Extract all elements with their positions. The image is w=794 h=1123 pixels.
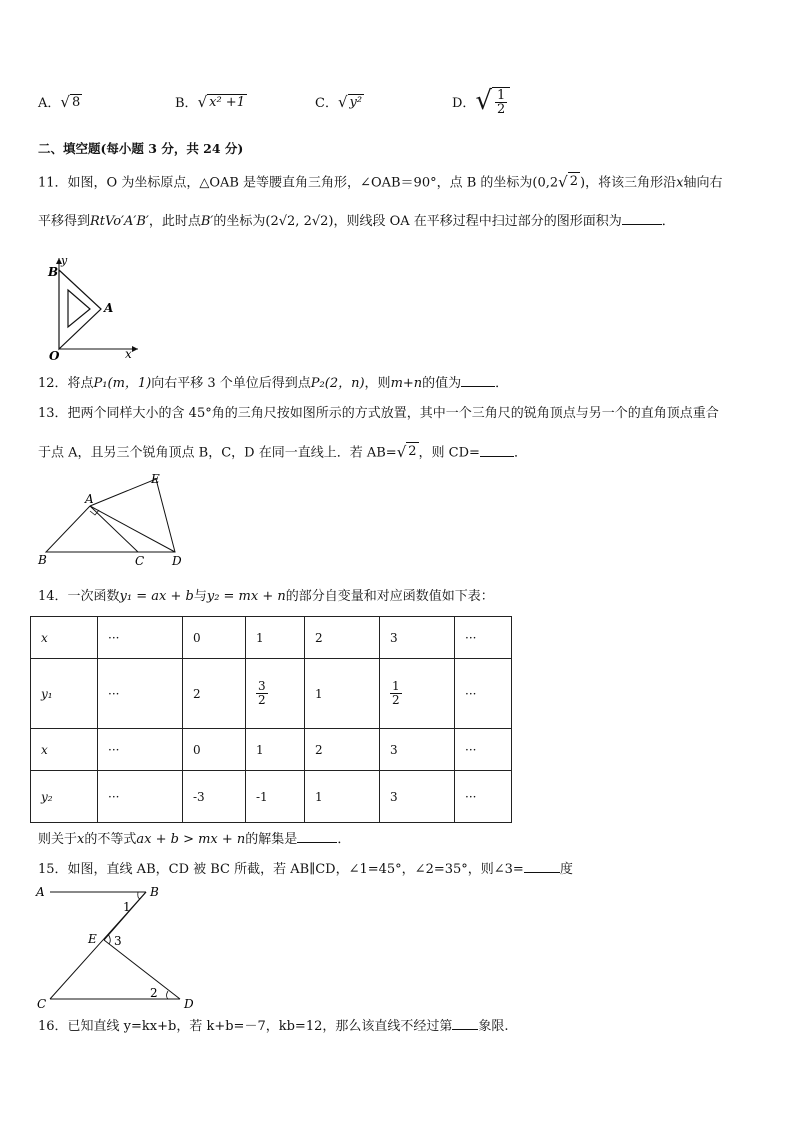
label-angle-3: 3 [114, 934, 122, 948]
q12-line: 12．将点P₁(m，1)向右平移 3 个单位后得到点P₂(2，n)，则m+n的值为 ． [38, 376, 509, 391]
sqrt-x2-plus-1: √ x² +1 [197, 92, 245, 111]
x-arrow [132, 346, 138, 352]
option-d: D． √ $\frac{1}{2}$ [452, 86, 510, 116]
table-row: y₂ ··· -3 -1 1 3 ··· [31, 771, 512, 823]
q15-figure [34, 880, 204, 1012]
q13-answer-blank [480, 444, 514, 457]
segment-ac [90, 506, 138, 552]
q15-answer-blank [524, 860, 560, 873]
label-e: E [151, 472, 160, 486]
label-e: E [88, 932, 97, 946]
q15-line: 15．如图，直线 AB，CD 被 BC 所截，若 AB∥CD，∠1=45°，∠2=35°，则∠3= 度 [38, 862, 573, 877]
q13-figure [34, 470, 194, 570]
sqrt-8: √ 8 [60, 92, 81, 111]
q11-figure [40, 254, 140, 364]
label-b: B [48, 265, 59, 279]
label-d: D [184, 997, 194, 1011]
table-row: x ··· 0 1 2 3 ··· [31, 729, 512, 771]
sqrt-y2: √ y² [337, 92, 363, 111]
segment-ed [104, 940, 180, 999]
label-a: A [85, 492, 94, 506]
label-c: C [135, 554, 145, 568]
label-x: x [125, 347, 132, 361]
label-o: O [49, 349, 60, 363]
option-b: B． √ x² +1 [175, 92, 245, 111]
fraction-1-2: $\frac{1}{2}$ [380, 659, 455, 729]
label-b: B [38, 553, 47, 567]
q16-line: 16．已知直线 y=kx+b，若 k+b=－7，kb=12，那么该直线不经过第 象限. [38, 1019, 509, 1034]
q13-line2: 于点 A，且另三个锐角顶点 B，C，D 在同一直线上．若 AB= √ 2 ，则 CD= ． [38, 442, 527, 461]
label-c: C [37, 997, 47, 1011]
label-angle-2: 2 [150, 986, 158, 1000]
q14-question: 则关于x的不等式ax + b > mx + n的解集是 ． [38, 832, 351, 847]
q14-line: 14．一次函数y₁ = ax + b与y₂ = mx + n的部分自变量和对应函数值如下表： [38, 589, 494, 604]
table-row: y₁ ··· 2 $\frac{3}{2}$ 1 $\frac{1}{2}$ ··· [31, 659, 512, 729]
q11-answer-blank [622, 212, 662, 225]
segment-ad [90, 506, 175, 552]
sqrt-half: √ $\frac{1}{2}$ [475, 86, 510, 116]
triangle-oab [59, 270, 101, 349]
label-b: B [150, 885, 159, 899]
q14-answer-blank [297, 830, 337, 843]
label-a: A [36, 885, 45, 899]
q13-line1: 13．把两个同样大小的含 45°角的三角尺按如图所示的方式放置，其中一个三角尺的锐角顶点与另一个的直角顶点重合 [38, 406, 719, 421]
q11-line1: 11．如图，O 为坐标原点，△OAB 是等腰直角三角形，∠OAB＝90°，点 B 的坐标为(0,2 √ 2 )，将该三角形沿x轴向右 [38, 172, 723, 191]
q11-line2: 平移得到RtVo′A′B′，此时点B′的坐标为(2√2, 2√2)，则线段 OA 在平移过程中扫过部分的图形面积为 ． [38, 214, 675, 229]
section-title: 二、填空题(每小题 3 分，共 24 分) [38, 141, 244, 156]
angle-1-arc [138, 892, 140, 899]
q12-answer-blank [461, 374, 495, 387]
angle-2-arc [167, 991, 169, 999]
label-angle-1: 1 [123, 900, 131, 914]
table-row: x ··· 0 1 2 3 ··· [31, 617, 512, 659]
option-a: A． √ 8 [38, 92, 81, 111]
option-c: C． √ y² [315, 92, 363, 111]
q16-answer-blank [452, 1017, 478, 1030]
label-y: y [61, 254, 68, 267]
label-d: D [172, 554, 182, 568]
q14-value-table [30, 616, 512, 823]
label-a: A [104, 301, 114, 315]
fraction-3-2: $\frac{3}{2}$ [246, 659, 305, 729]
